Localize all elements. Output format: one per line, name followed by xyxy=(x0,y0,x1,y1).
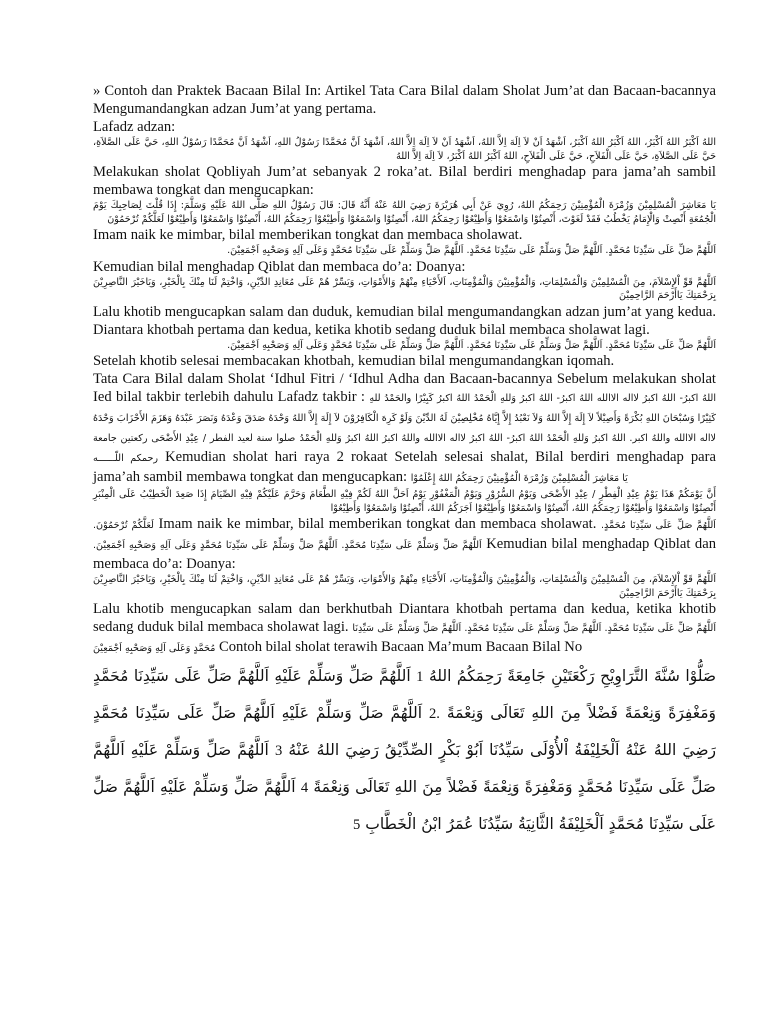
ied-sholawat-start-arabic: اَللَّهُمَّ صَلِّ xyxy=(677,520,716,531)
ied-imam-text: Imam naik ke mimbar, bilal memberikan tongkat dan membaca sholawat. xyxy=(158,516,597,532)
terawih-response-arabic-4: اَللَّهُمَّ صَلِّ وَسَلِّمْ عَلَيْهِ اَللَّهُمَّ صَلِّ عَلَى سَيِّدِنَا مُحَمَّدٍ اَلْخَلِيْفَةُ الثَّانِيَةُ سَيِّدُنَا عُمَرُ ابْنُ الْخَطَّابِ xyxy=(93,778,716,833)
iqomah-paragraph: Setelah khotib selesai membacakan khotbah, kemudian bilal mengumandangkan iqomah. xyxy=(93,353,615,369)
ied-sholawat-arabic-text-2: اَللَّهُمَّ صَلِّ عَلَى سَيِّدِنَا مُحَمَّدٍ. اَللَّهُمَّ صَلِّ وَسَلِّمْ عَلَى سَيِّدِنَا مُحَمَّدٍ. اَللَّهُمَّ صَلِّ وَسَلِّمْ عَلَى سَيِّدِنَا مُحَمَّدٍ وَعَلَى آلِهِ وَصَحْبِهِ اَجْمَعِيْنَ xyxy=(93,623,716,654)
ied-doa-arabic-text: اَللَّهُمَّ قَوِّ اْلإِسْلاَمَ، مِنَ الْمُسْلِمِيْنَ وَالْمُسْلِمَاتِ، وَالْمُؤْمِنِيْنَ وَالْمُؤْمِنَاتِ، اَلأَحْيَاءِ مِنْهُمْ وَالأَمْوَاتِ، وَيَسِّرْ هُمْ عَلَى مُعَانِدِ الدِّيْنِ، وَاخْتِمْ لَنَا مِنْكَ بِالْخَيْرِ، وَيَاخَيْرَ النَّاصِرِيْنَ بِرَحْمَتِكَ يَاأَرْحَمَ الرَّاحِمِيْنَ xyxy=(93,574,716,599)
sholawat-arabic-text: اَللَّهُمَّ صَلِّ عَلَى سَيِّدِنَا مُحَمَّدٍ. اَللَّهُمَّ صَلِّ وَسَلِّمْ عَلَى سَيِّدِنَا مُحَمَّدٍ. اَللَّهُمَّ صَلِّ وَسَلِّمْ عَلَى سَيِّدِنَا مُحَمَّدٍ وَعَلَى آلِهِ وَصَحْبِهِ اَجْمَعِيْنَ. xyxy=(227,245,716,256)
item-number-2: 2. xyxy=(429,706,440,722)
ied-qiblat-text: Kemudian bilal menghadap Qiblat dan membaca do’a: Doanya: xyxy=(93,536,716,572)
qiblat-doa-paragraph: Kemudian bilal menghadap Qiblat dan membaca do’a: Doanya: xyxy=(93,258,466,275)
ied-section-paragraph xyxy=(93,370,716,488)
item-number-3: 3 xyxy=(274,743,283,759)
sholawat-arabic-text-2: اَللَّهُمَّ صَلِّ عَلَى سَيِّدِنَا مُحَمَّدٍ. اَللَّهُمَّ صَلِّ وَسَلِّمْ عَلَى سَيِّدِنَا مُحَمَّدٍ. اَللَّهُمَّ صَلِّ وَسَلِّمْ عَلَى سَيِّدِنَا مُحَمَّدٍ وَعَلَى آلِهِ وَصَحْبِهِ اَجْمَعِيْنَ. xyxy=(227,339,716,351)
imam-mimbar-paragraph: Imam naik ke mimbar, bilal memberikan tongkat dan membaca sholawat. xyxy=(93,227,523,243)
item-number-1: 1 xyxy=(416,669,424,685)
intro-paragraph: » Contoh dan Praktek Bacaan Bilal In: Artikel Tata Cara Bilal dalam Sholat Jum’at dan Bacaan-bacannya Mengumandangkan adzan Jum’at yang pertama. xyxy=(93,83,716,117)
ied-closing-arabic-text: لَعَلَّكُمْ تُرْحَمُوْنَ. xyxy=(93,520,154,531)
ied-announcement-arabic-text: يَا مَعَاشِرَ الْمُسْلِمِيْنَ وَزُمْرَةَ الْمُؤْمِنِيْنَ رَحِمَكُمُ اللهُ إِعْلَمُوْا xyxy=(410,473,628,484)
ied-call-arabic-text: صلوا سنة لعيد الفطر / عِيْدِ الأَضْحَى ركعتين جامعة رحمكم اللّــــــه xyxy=(93,433,296,464)
ied-after-prayer-text: Kemudian sholat hari raya 2 rokaat Setelah selesai shalat, Bilal berdiri menghadap para jama’ah sambil membawa tongkat dan mengucapkan: xyxy=(93,449,716,485)
item-number-5: 5 xyxy=(353,817,361,833)
terawih-call-arabic: صَلُّوْا سُنَّةَ التَّرَاوِيْحِ رَكْعَتَيْنِ جَامِعَةً رَحِمَكُمُ اللهُ xyxy=(428,667,716,685)
terawih-response-arabic-2: اَللَّهُمَّ صَلِّ وَسَلِّمْ عَلَيْهِ اَللَّهُمَّ صَلِّ عَلَى سَيِّدِنَا مُحَمَّدٍ رَضِيَ اللهُ عَنْهُ اَلْخَلِيْفَةُ اْلأُوْلَى سَيِّدُنَا اَبُوْ بَكْرٍ الصِّدِّيْقُ رَضِيَ اللهُ عَنْهُ xyxy=(93,704,716,759)
adzan-arabic-text: اللهُ اَكْبَرُ اللهُ اَكْبَرُ، اللهُ اَكْبَرُ اللهُ اَكْبَرُ، اَشْهَدُ اَنْ لاَ اِلَهَ اِلاَّ اللهُ، اَشْهَدُ اَنْ لاَ اِلَهَ اِلاَّ اللهُ، اَشْهَدُ اَنَّ مُحَمَّدًا رَسُوْلُ اللهِ، اَشْهَدُ اَنَّ مُحَمَّدًا رَسُوْلُ اللهِ، حَيَّ عَلَى الصَّلاَةِ، حَيَّ عَلَى الصَّلاَةِ، حَيَّ عَلَى الْفَلاَحِ، حَيَّ عَلَى الْفَلاَحِ، اللهُ اَكْبَرُ اللهُ اَكْبَرُ، لاَ اِلَهَ اِلاَّ اللهُ xyxy=(93,137,716,162)
announcement-arabic-text: يَا مَعَاشِرَ الْمُسْلِمِيْنَ وَزُمْرَةَ الْمُؤْمِنِيْنَ رَحِمَكُمُ اللهُ، رُوِيَ عَنْ أَبِي هُرَيْرَةَ رَضِيَ اللهُ عَنْهُ أَنَّهُ قَالَ: قَالَ رَسُوْلُ اللهِ صَلَّى اللهُ عَلَيْهِ وَسَلَّمَ: إِذَا قُلْتَ لِصَاحِبِكَ يَوْمَ الْجُمُعَةِ أَنْصِتْ وَالْإِمَامُ يَخْطُبُ فَقَدْ لَغَوْتَ، أَنْصِتُوْا وَاسْمَعُوْا وَأَطِيْعُوْا رَحِمَكُمُ اللهُ، أَنْصِتُوْا وَاسْمَعُوْا وَأَطِيْعُوْا رَحِمَكُمُ اللهُ، أَنْصِتُوْا وَاسْمَعُوْا وَأَطِيْعُوْا لَعَلَّكُمْ تُرْحَمُوْنَ xyxy=(93,200,716,225)
khotib-salam-paragraph: Lalu khotib mengucapkan salam dan duduk, kemudian bilal mengumandangkan adzan jum’at yang kedua. Diantara khotbah pertama dan kedua, ketika khotib sedang duduk bilal membaca sholawat lagi. xyxy=(93,303,716,338)
ied-khutbah-arabic-text: أَنَّ يَوْمَكُمْ هَذَا يَوْمُ عِيْدِ الْفِطْرِ / عِيْدِ الأَضْحَى وَيَوْمُ السُّرُوْرِ وَيَوْمُ الْمَغْفُوْرِ يَوْمُ اَحَلَّ اللهُ لَكُمْ فِيْهِ الطَّعَامَ وَحَرَّمَ عَلَيْكُمْ فِيْهِ الصِّيَامَ إِذَا صَعِدَ الْخَطِيْبُ عَلَى الْمِنْبَرِ أَنْصِتُوْا وَاسْمَعُوْا وَأَطِيْعُوْا رَحِمَكُمُ اللهُ، أَنْصِتُوْا وَاسْمَعُوْا وَأَطِيْعُوْا اَجَرَكُمُ اللهُ، أَنْصِتُوْا وَاسْمَعُوْا وَأَطِيْعُوْا xyxy=(93,489,716,514)
ied-sholawat-arabic-text: عَلَى سَيِّدِنَا مُحَمَّدٍ. اَللَّهُمَّ صَلِّ وَسَلِّمْ عَلَى سَيِّدِنَا مُحَمَّدٍ. اَللَّهُمَّ صَلِّ وَسَلِّمْ عَلَى سَيِّدِنَا مُحَمَّدٍ وَعَلَى آلِهِ وَصَحْبِهِ اَجْمَعِيْنَ. xyxy=(93,520,673,551)
doa-arabic-text: اَللَّهُمَّ قَوِّ اْلإِسْلاَمَ، مِنَ الْمُسْلِمِيْنَ وَالْمُسْلِمَاتِ، وَالْمُؤْمِنِيْنَ وَالْمُؤْمِنَاتِ، اَلأَحْيَاءِ مِنْهُمْ وَالأَمْوَاتِ، وَيَسِّرْ هُمْ عَلَى مُعَانِدِ الدِّيْنِ، وَاخْتِمْ لَنَا مِنْكَ بِالْخَيْرِ، وَيَاخَيْرَ النَّاصِرِيْنَ بِرَحْمَتِكَ يَاأَرْحَمَ الرَّاحِمِيْنَ xyxy=(93,276,716,301)
qobliyah-paragraph: Melakukan sholat Qobliyah Jum’at sebanyak 2 roka’at. Bilal berdiri menghadap para jama’ah sambil membawa tongkat dan mengucapkan: xyxy=(93,164,716,198)
takbir-arabic-text: اللهُ اكبرُ- اللهُ اكبرُ لااله الاالله اللهُ اكبرُ- اللهُ اكبرُ وَللهِ الْحَمْدُ اللهُ اكبرُ كَبِيْرًا والحَمْدُ للهِ كَثِيْرًا وَسُبْحَانَ اللهِ بُكْرَةً وَأَصِيْلاً لاَ إِلَهَ إِلاَّ اللهُ وَلاَ نَعْبُدُ إِلاَّ إِيَّاهُ مُخْلِصِيْنَ لَهُ الدِّيْنَ وَلَوْ كَرِهَ الْكَافِرُوْنَ لاَ إِلَهَ إِلاَّ اللهُ وَحْدَهُ صَدَقَ وَعْدَهُ وَنَصَرَ عَبْدَهُ وَهَزَمَ الأَحْزَابَ وَحْدَهُ لااله الاالله واللهُ اكبر. اللهُ اكبرُ وَللهِ الْحَمْدُ اللهُ اكبرُ- اللهُ اكبرُ لااله الاالله واللهُ اكبرُ اللهُ اكبرُ وَللهِ الْحَمْدُ xyxy=(93,393,716,444)
terawih-response-arabic-1: اَللَّهُمَّ صَلِّ وَسَلِّمْ عَلَيْهِ اَللَّهُمَّ صَلِّ عَلَى سَيِّدِنَا مُحَمَّدٍ وَمَغْفِرَةً وَنِعْمَةً فَضْلاً مِنَ اللهِ تَعَالَى وَنِعْمَةً xyxy=(93,667,716,722)
lafadz-adzan-label: Lafadz adzan: xyxy=(93,119,176,135)
terawih-bilal-arabic-block xyxy=(93,658,716,843)
ied-section-text: Tata Cara Bilal dalam Sholat ‘Idhul Fitri / ‘Idhul Adha dan Bacaan-bacannya Sebelum melakukan sholat Ied bilal takbir terlebih dahulu Lafadz takbir : xyxy=(93,371,716,405)
terawih-heading-text: Contoh bilal sholat terawih Bacaan Ma’mum Bacaan Bilal No xyxy=(219,639,583,655)
ied-khotib-text: Lalu khotib mengucapkan salam dan berkhutbah Diantara khotbah pertama dan kedua, ketika khotib sedang duduk bilal membaca sholawat lagi. xyxy=(93,601,716,635)
terawih-response-arabic-3: اَللَّهُمَّ صَلِّ وَسَلِّمْ عَلَيْهِ اَللَّهُمَّ صَلِّ عَلَى سَيِّدِنَا مُحَمَّدٍ وَمَغْفِرَةً وَنِعْمَةً فَضْلاً مِنَ اللهِ تَعَالَى وَنِعْمَةً xyxy=(93,741,716,796)
ied-khotib-paragraph xyxy=(93,600,716,658)
item-number-4: 4 xyxy=(300,780,309,796)
ied-imam-paragraph xyxy=(93,515,716,573)
